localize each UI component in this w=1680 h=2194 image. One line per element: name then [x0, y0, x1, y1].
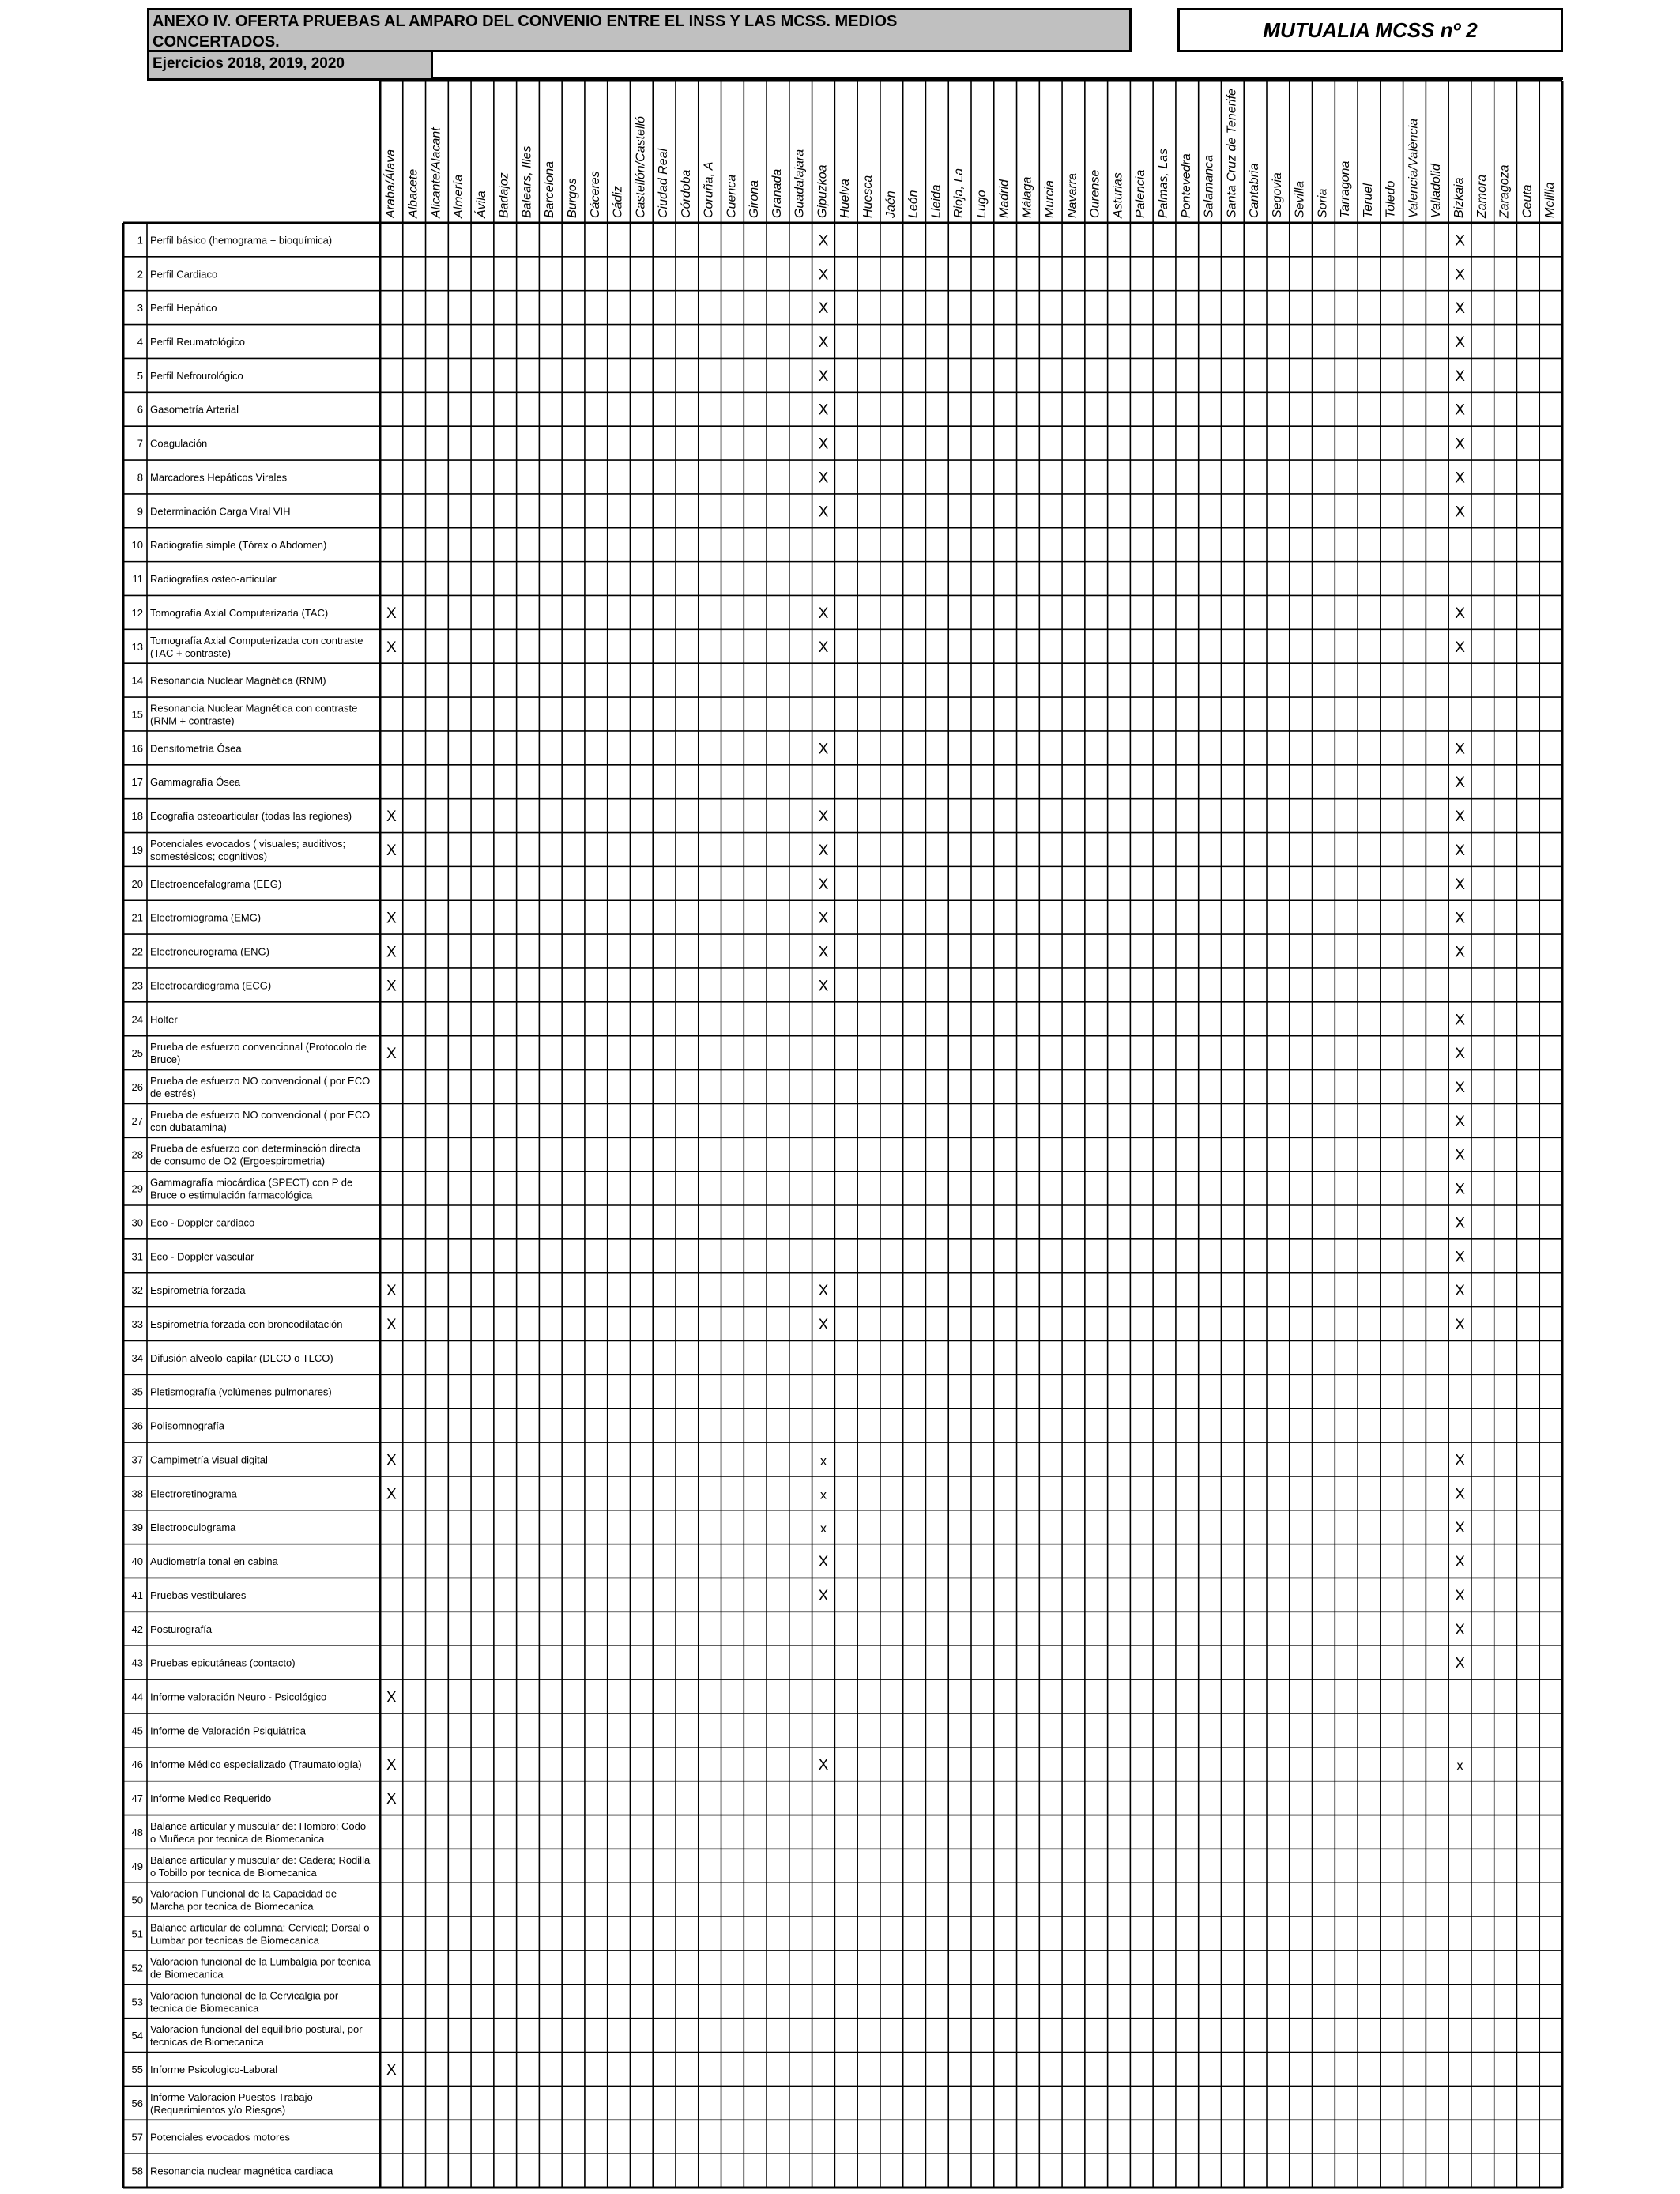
province-header: Segovia: [1270, 172, 1284, 218]
test-name-continued: de estrés): [150, 1087, 196, 1099]
province-header: Cantabria: [1248, 163, 1262, 218]
test-name: Electroneurograma (ENG): [150, 945, 269, 958]
province-header: Navarra: [1065, 173, 1079, 218]
row-number: 33: [131, 1318, 143, 1331]
offer-mark: X: [386, 944, 397, 961]
province-header: Sevilla: [1293, 180, 1307, 218]
row-number: 18: [131, 810, 143, 823]
offer-mark: X: [1455, 1520, 1465, 1537]
province-header: Alicante/Alacant: [429, 127, 443, 218]
test-name: Gasometría Arterial: [150, 403, 239, 416]
test-name: Audiometría tonal en cabina: [150, 1555, 278, 1568]
test-name: Eco - Doppler cardiaco: [150, 1216, 255, 1229]
row-number: 21: [131, 911, 143, 924]
row-number: 15: [131, 708, 143, 721]
offer-mark: X: [818, 469, 829, 487]
test-name: Resonancia Nuclear Magnética (RNM): [150, 674, 326, 687]
row-number: 48: [131, 1826, 143, 1838]
province-header: Araba/Álava: [383, 149, 397, 218]
offer-mark: X: [1455, 368, 1465, 385]
province-header: Lugo: [974, 190, 989, 218]
test-name: Balance articular y muscular de: Cadera; Rodilla: [150, 1853, 371, 1866]
row-number: 6: [137, 403, 143, 416]
province-header: Cádiz: [611, 186, 625, 218]
province-header: Córdoba: [679, 169, 693, 218]
row-number: 27: [131, 1114, 143, 1127]
row-number: 28: [131, 1148, 143, 1161]
row-number: 26: [131, 1080, 143, 1093]
test-name: Resonancia Nuclear Magnética con contraste: [150, 702, 358, 714]
offer-mark: X: [1455, 1655, 1465, 1672]
offer-mark: X: [386, 809, 397, 826]
row-number: 41: [131, 1589, 143, 1601]
test-name: Gammagrafía Ósea: [150, 776, 241, 789]
offer-mark: X: [1455, 503, 1465, 521]
offer-mark: X: [386, 1486, 397, 1503]
test-name: Perfil Cardiaco: [150, 268, 218, 281]
offer-mark: X: [818, 1757, 829, 1774]
offer-mark: X: [1455, 1621, 1465, 1638]
test-name-continued: tecnica de Biomecanica: [150, 2002, 259, 2015]
offer-mark: X: [818, 401, 829, 419]
offer-mark: X: [386, 842, 397, 859]
test-name-continued: con dubatamina): [150, 1121, 227, 1133]
test-name: Pruebas vestibulares: [150, 1589, 247, 1601]
row-number: 9: [137, 505, 143, 518]
test-name-continued: Lumbar por tecnicas de Biomecanica: [150, 1934, 319, 1947]
offer-mark: X: [818, 1587, 829, 1604]
offer-mark: x: [820, 1522, 827, 1536]
offer-mark: X: [386, 1283, 397, 1300]
offer-mark: X: [1455, 1046, 1465, 1063]
province-header: Albacete: [406, 168, 420, 218]
offer-mark: X: [818, 1554, 829, 1571]
test-name-continued: Bruce o estimulación farmacológica: [150, 1189, 313, 1201]
offer-mark: X: [386, 1791, 397, 1808]
test-name: Valoracion funcional de la Lumbalgia por tecnica: [150, 1955, 371, 1968]
offer-mark: X: [1455, 401, 1465, 419]
province-header: Granada: [770, 168, 784, 218]
row-number: 16: [131, 742, 143, 755]
test-name-continued: Marcha por tecnica de Biomecanica: [150, 1900, 314, 1913]
offer-mark: X: [386, 605, 397, 622]
offer-mark: X: [818, 910, 829, 927]
test-name-continued: (RNM + contraste): [150, 714, 235, 727]
test-name-continued: Bruce): [150, 1054, 181, 1066]
test-name: Electroencefalograma (EEG): [150, 877, 282, 890]
offer-mark: X: [1455, 775, 1465, 792]
row-number: 23: [131, 979, 143, 992]
offer-mark: X: [818, 605, 829, 622]
offer-mark: X: [1455, 1079, 1465, 1096]
row-number: 50: [131, 1894, 143, 1906]
offer-mark: X: [386, 2061, 397, 2079]
test-name: Radiografías osteo-articular: [150, 573, 277, 586]
offer-mark: X: [818, 639, 829, 656]
test-name: Potenciales evocados motores: [150, 2131, 291, 2143]
province-header: Coruña, A: [702, 161, 716, 218]
row-number: 14: [131, 674, 143, 687]
offer-mark: x: [820, 1454, 827, 1468]
row-number: 52: [131, 1962, 143, 1974]
offer-mark: X: [1455, 605, 1465, 622]
province-header: Rioja, La: [952, 168, 966, 218]
offer-mark: X: [818, 266, 829, 284]
offer-mark: X: [1455, 1317, 1465, 1334]
row-number: 55: [131, 2063, 143, 2075]
province-header: Murcia: [1043, 179, 1057, 218]
test-name: Perfil Hepático: [150, 302, 217, 315]
offer-mark: X: [1455, 910, 1465, 927]
offer-mark: X: [1455, 1012, 1465, 1029]
test-name: Difusión alveolo-capilar (DLCO o TLCO): [150, 1351, 333, 1364]
row-number: 49: [131, 1860, 143, 1872]
province-header: Madrid: [997, 179, 1011, 218]
province-header: Soria: [1316, 188, 1330, 218]
row-number: 42: [131, 1623, 143, 1635]
test-name: Gammagrafía miocárdica (SPECT) con P de: [150, 1176, 353, 1189]
province-header: Girona: [748, 179, 762, 218]
province-header: Valencia/València: [1407, 118, 1421, 218]
province-header: Asturias: [1111, 172, 1125, 218]
test-name: Holter: [150, 1013, 178, 1026]
province-header: Bizkaia: [1452, 177, 1466, 218]
offer-mark: X: [1455, 842, 1465, 859]
test-name-continued: (Requerimientos y/o Riesgos): [150, 2103, 286, 2116]
province-header: Huelva: [838, 179, 853, 218]
offer-mark: X: [386, 910, 397, 927]
row-number: 46: [131, 1759, 143, 1771]
test-name: Eco - Doppler vascular: [150, 1250, 254, 1263]
test-name: Espirometría forzada con broncodilatación: [150, 1318, 343, 1331]
row-number: 1: [137, 234, 143, 247]
row-number: 19: [131, 843, 143, 856]
offer-mark: X: [818, 1317, 829, 1334]
test-name: Determinación Carga Viral VIH: [150, 505, 291, 518]
province-header: Palencia: [1134, 169, 1148, 218]
offer-mark: X: [1455, 809, 1465, 826]
offer-mark: X: [818, 503, 829, 521]
offer-mark: X: [818, 978, 829, 995]
offer-mark: X: [1455, 232, 1465, 250]
province-header: Cáceres: [588, 171, 602, 218]
offer-mark: X: [1455, 1181, 1465, 1198]
offer-mark: x: [1456, 1759, 1463, 1774]
row-number: 39: [131, 1521, 143, 1534]
test-name: Electrooculograma: [150, 1521, 236, 1534]
row-number: 20: [131, 877, 143, 890]
test-name: Prueba de esfuerzo NO convencional ( por ECO: [150, 1074, 371, 1087]
row-number: 32: [131, 1284, 143, 1297]
test-name: Valoracion funcional de la Cervicalgia por: [150, 1989, 339, 2002]
test-name: Balance articular de columna: Cervical; Dorsal o: [150, 1921, 370, 1934]
province-header: Salamanca: [1202, 154, 1216, 218]
offer-mark: X: [1455, 1283, 1465, 1300]
province-header: Palmas, Las: [1156, 148, 1170, 218]
province-header: Zaragoza: [1497, 164, 1512, 218]
province-header: Jaén: [883, 190, 898, 218]
province-header: Pontevedra: [1179, 153, 1193, 218]
test-name: Informe valoración Neuro - Psicológico: [150, 1691, 327, 1703]
offer-mark: X: [1455, 1147, 1465, 1164]
province-header: Balears, Illes: [520, 145, 534, 218]
row-number: 24: [131, 1013, 143, 1026]
row-number: 51: [131, 1928, 143, 1940]
offer-mark: X: [818, 232, 829, 250]
offer-mark: X: [1455, 1113, 1465, 1130]
row-number: 12: [131, 606, 143, 619]
test-name-continued: de consumo de O2 (Ergoespirometria): [150, 1155, 326, 1167]
offer-mark: X: [1455, 1452, 1465, 1469]
offer-mark: X: [818, 368, 829, 385]
row-number: 5: [137, 369, 143, 382]
offer-mark: X: [386, 1046, 397, 1063]
test-name: Informe Medico Requerido: [150, 1793, 272, 1805]
offer-mark: X: [1455, 1587, 1465, 1604]
mutual-name: MUTUALIA MCSS nº 2: [1177, 8, 1563, 52]
offer-mark: X: [1455, 1249, 1465, 1266]
test-name: Prueba de esfuerzo convencional (Protocolo de: [150, 1041, 367, 1054]
row-number: 40: [131, 1555, 143, 1568]
test-name: Balance articular y muscular de: Hombro; Codo: [150, 1819, 367, 1832]
province-header: Zamora: [1475, 174, 1489, 218]
title-line-2: CONCERTADOS.: [153, 33, 280, 51]
province-header: Lleida: [929, 184, 944, 218]
province-header: Barcelona: [543, 160, 557, 218]
province-header: Santa Cruz de Tenerife: [1225, 89, 1239, 218]
test-name: Perfil Reumatológico: [150, 336, 245, 349]
row-number: 35: [131, 1385, 143, 1398]
province-header: Melilla: [1543, 182, 1558, 218]
row-number: 22: [131, 945, 143, 958]
test-name: Campimetría visual digital: [150, 1453, 268, 1466]
offer-mark: X: [386, 978, 397, 995]
province-header: Valladolid: [1430, 164, 1444, 218]
province-header: Toledo: [1384, 180, 1398, 218]
test-name: Electromiograma (EMG): [150, 911, 262, 924]
row-number: 53: [131, 1996, 143, 2008]
row-number: 56: [131, 2097, 143, 2109]
row-number: 25: [131, 1047, 143, 1060]
row-number: 54: [131, 2030, 143, 2042]
test-name: Valoracion funcional del equilibrio postural, por: [150, 2023, 363, 2036]
row-number: 17: [131, 776, 143, 789]
province-header: Teruel: [1361, 183, 1375, 218]
row-number: 2: [137, 268, 143, 281]
offer-mark: X: [386, 1452, 397, 1469]
offer-mark: X: [818, 842, 829, 859]
test-name: Pletismografía (volúmenes pulmonares): [150, 1385, 332, 1398]
offer-mark: X: [1455, 300, 1465, 318]
row-number: 58: [131, 2165, 143, 2177]
row-number: 29: [131, 1182, 143, 1195]
row-number: 37: [131, 1453, 143, 1466]
province-header: Cuenca: [725, 174, 739, 218]
test-name: Densitometría Ósea: [150, 742, 242, 755]
test-name-continued: somestésicos; cognitivos): [150, 850, 268, 862]
offer-mark: X: [1455, 1215, 1465, 1232]
offer-mark: X: [1455, 334, 1465, 352]
province-header: Ávila: [474, 190, 488, 218]
test-name-continued: o Tobillo por tecnica de Biomecanica: [150, 1866, 317, 1879]
province-header: Gipuzkoa: [816, 164, 830, 218]
province-header: Ciudad Real: [657, 148, 671, 218]
test-name: Electroretinograma: [150, 1487, 237, 1500]
province-header: Guadalajara: [793, 149, 807, 218]
province-header: Ourense: [1088, 169, 1102, 218]
test-name: Espirometría forzada: [150, 1284, 246, 1297]
province-header: Castellón/Castelló: [634, 116, 648, 218]
test-name: Polisomnografía: [150, 1419, 224, 1432]
row-number: 36: [131, 1419, 143, 1432]
test-name-continued: tecnicas de Biomecanica: [150, 2036, 264, 2049]
row-number: 13: [131, 640, 143, 653]
offer-mark: X: [386, 1317, 397, 1334]
test-name: Ecografía osteoarticular (todas las regiones): [150, 810, 352, 823]
test-name: Perfil Nefrourológico: [150, 369, 243, 382]
test-name: Tomografía Axial Computerizada (TAC): [150, 606, 329, 619]
test-name: Radiografía simple (Tórax o Abdomen): [150, 539, 327, 552]
row-number: 57: [131, 2131, 143, 2143]
test-name: Prueba de esfuerzo NO convencional ( por ECO: [150, 1108, 371, 1121]
row-number: 34: [131, 1351, 143, 1364]
row-number: 43: [131, 1657, 143, 1669]
province-header: Málaga: [1020, 176, 1034, 218]
row-number: 30: [131, 1216, 143, 1229]
offer-mark: X: [818, 435, 829, 453]
offer-mark: X: [1455, 435, 1465, 453]
province-header: Ceuta: [1520, 184, 1535, 218]
row-number: 45: [131, 1725, 143, 1737]
offer-mark: X: [386, 1757, 397, 1774]
offer-mark: X: [1455, 469, 1465, 487]
offer-mark: X: [1455, 1486, 1465, 1503]
offer-mark: X: [1455, 741, 1465, 758]
test-name-continued: o Muñeca por tecnica de Biomecanica: [150, 1832, 325, 1845]
test-name: Informe de Valoración Psiquiátrica: [150, 1725, 307, 1737]
province-header: León: [906, 190, 921, 218]
title-line-1: ANEXO IV. OFERTA PRUEBAS AL AMPARO DEL CONVENIO ENTRE EL INSS Y LAS MCSS. MEDIOS: [153, 13, 898, 30]
offer-mark: X: [818, 741, 829, 758]
offer-mark: X: [818, 334, 829, 352]
row-number: 11: [132, 573, 143, 586]
offer-mark: X: [1455, 1554, 1465, 1571]
test-name: Resonancia nuclear magnética cardiaca: [150, 2165, 333, 2177]
test-name: Perfil básico (hemograma + bioquímica): [150, 234, 333, 247]
test-name: Coagulación: [150, 437, 208, 450]
row-number: 44: [131, 1691, 143, 1703]
test-name: Potenciales evocados ( visuales; auditivos;: [150, 837, 346, 850]
row-number: 4: [137, 336, 143, 349]
province-header: Almería: [452, 174, 466, 218]
offer-mark: X: [386, 1689, 397, 1706]
test-name: Posturografía: [150, 1623, 213, 1635]
offer-mark: X: [1455, 639, 1465, 656]
province-header: Burgos: [565, 178, 579, 218]
test-name: Informe Médico especializado (Traumatología): [150, 1759, 362, 1771]
row-number: 38: [131, 1487, 143, 1500]
province-header: Tarragona: [1339, 160, 1353, 218]
test-name-continued: (TAC + contraste): [150, 647, 231, 659]
offer-mark: x: [820, 1488, 827, 1502]
row-number: 8: [137, 471, 143, 484]
test-name: Informe Valoracion Puestos Trabajo: [150, 2090, 313, 2103]
offer-mark: X: [386, 639, 397, 656]
test-name: Pruebas epicutáneas (contacto): [150, 1657, 296, 1669]
test-name: Electrocardiograma (ECG): [150, 979, 272, 992]
row-number: 7: [137, 437, 143, 450]
province-header: Huesca: [861, 175, 875, 218]
test-name: Valoracion Funcional de la Capacidad de: [150, 1887, 337, 1900]
test-name: Marcadores Hepáticos Virales: [150, 471, 288, 484]
offer-mark: X: [1455, 876, 1465, 893]
row-number: 10: [131, 539, 143, 552]
offer-mark: X: [818, 300, 829, 318]
offer-mark: X: [818, 944, 829, 961]
offer-mark: X: [818, 1283, 829, 1300]
offer-mark: X: [818, 876, 829, 893]
offer-mark: X: [1455, 266, 1465, 284]
row-number: 3: [137, 302, 143, 315]
row-number: 47: [131, 1793, 143, 1805]
offer-mark: X: [1455, 944, 1465, 961]
test-name: Prueba de esfuerzo con determinación directa: [150, 1142, 360, 1155]
province-header: Badajoz: [497, 172, 511, 218]
exercise-years: Ejercicios 2018, 2019, 2020: [147, 52, 433, 81]
offer-mark: X: [818, 809, 829, 826]
test-name-continued: de Biomecanica: [150, 1968, 224, 1981]
test-name: Informe Psicologico-Laboral: [150, 2063, 278, 2075]
row-number: 31: [131, 1250, 143, 1263]
test-name: Tomografía Axial Computerizada con contraste: [150, 634, 363, 647]
